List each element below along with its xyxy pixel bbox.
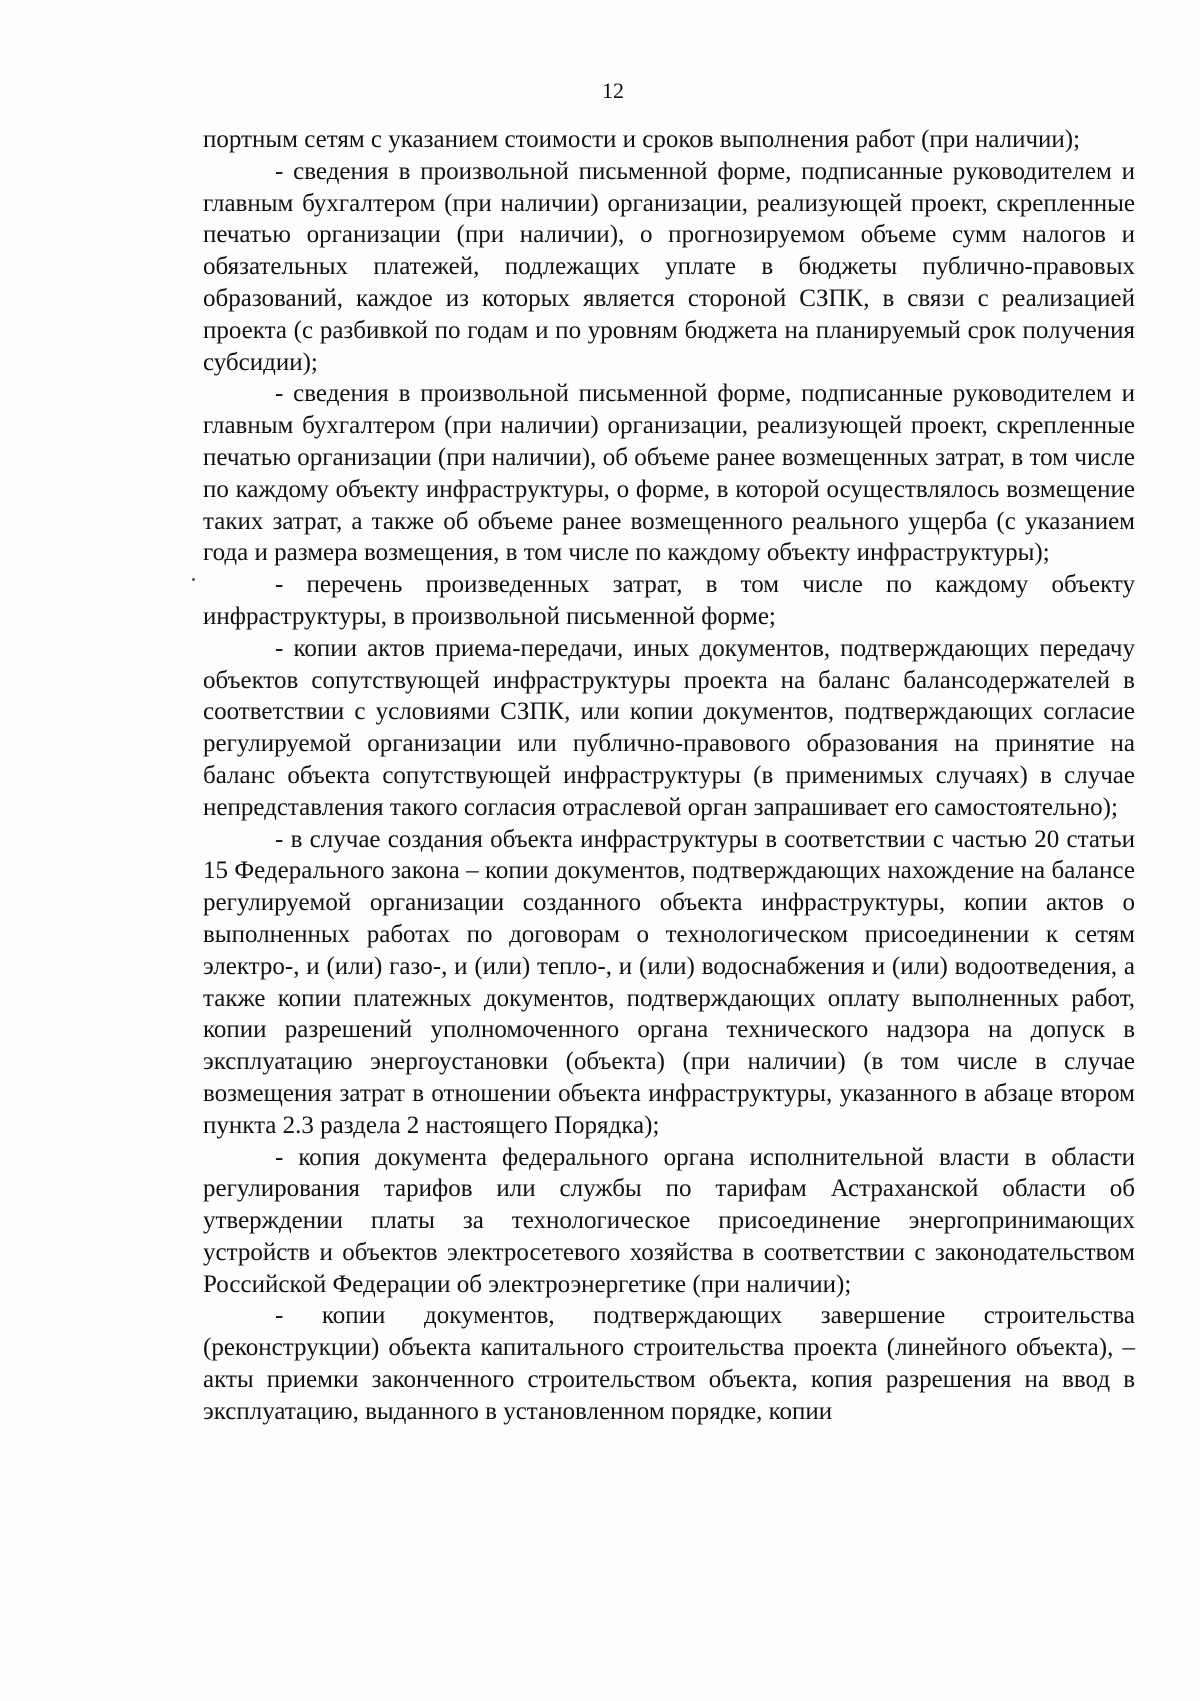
list-item-tax-forecast: - сведения в произвольной письменной форме, подписанные руководителем и главным бухгалтером (при наличии) организации, реализующей проект, скрепленные печатью организации (при наличии), о прогнозируемом объеме сумм налогов и обязательных платежей, подлежащих уплате в бюджеты публично-правовых образований, каждое из которых является стороной СЗПК, в связи с реализацией проекта (с разбивкой по годам и по уровням бюджета на планируемый срок получения субсидии); [203,157,1135,376]
scan-speck [192,578,195,581]
list-item-tariff-document: - копия документа федерального органа исполнительной власти в области регулирования тарифов или службы по тарифам Астраханской области об утверждении платы за технологическое присоединение энергопринимающих устройств и объектов электросетевого хозяйства в соответствии с законодательством Российской Федерации об электроэнергетике (при наличии); [203,1143,1135,1298]
page-number: 12 [602,78,624,103]
list-item-construction-completion: - копии документов, подтверждающих завершение строительства (реконструкции) объекта капитального строительства проекта (линейного объекта), – акты приемки законченного строительством объекта, копия разрешения на ввод в эксплуатацию, выданного в установленном порядке, копии [203,1302,1135,1425]
list-item-costs-list: - перечень произведенных затрат, в том числе по каждому объекту инфраструктуры, в произвольной письменной форме; [203,571,1135,630]
page-body [203,124,1135,1428]
list-item-infrastructure-creation: - в случае создания объекта инфраструктуры в соответствии с частью 20 статьи 15 Федерального закона – копии документов, подтверждающих нахождение на балансе регулируемой организации созданного объекта инфраструктуры, копии актов о выполненных работах по договорам о технологическом присоединении к сетям электро-, и (или) газо-, и (или) тепло-, и (или) водоснабжения и (или) водоотведения, а также копии платежных документов, подтверждающих оплату выполненных работ, копии разрешений уполномоченного органа технического надзора на допуск в эксплуатацию энергоустановки (объекта) (при наличии) (в том числе в случае возмещения затрат в отношении объекта инфраструктуры, указанного в абзаце втором пункта 2.3 раздела 2 настоящего Порядка); [203,825,1135,1139]
paragraph-continuation: портным сетям с указанием стоимости и сроков выполнения работ (при наличии); [203,126,1081,153]
list-item-reimbursed-costs: - сведения в произвольной письменной форме, подписанные руководителем и главным бухгалтером (при наличии) организации, реализующей проект, скрепленные печатью организации (при наличии), об объеме ранее возмещенных затрат, в том числе по каждому объекту инфраструктуры, о форме, в которой осуществлялось возмещение таких затрат, а также об объеме ранее возмещенного реального ущерба (с указанием года и размера возмещения, в том числе по каждому объекту инфраструктуры); [203,380,1135,567]
list-item-transfer-acts: - копии актов приема-передачи, иных документов, подтверждающих передачу объектов сопутствующей инфраструктуры проекта на баланс балансодержателей в соответствии с условиями СЗПК, или копии документов, подтверждающих согласие регулируемой организации или публично-правового образования на принятие на баланс объекта сопутствующей инфраструктуры (в применимых случаях) в случае непредставления такого согласия отраслевой орган запрашивает его самостоятельно); [203,634,1135,821]
